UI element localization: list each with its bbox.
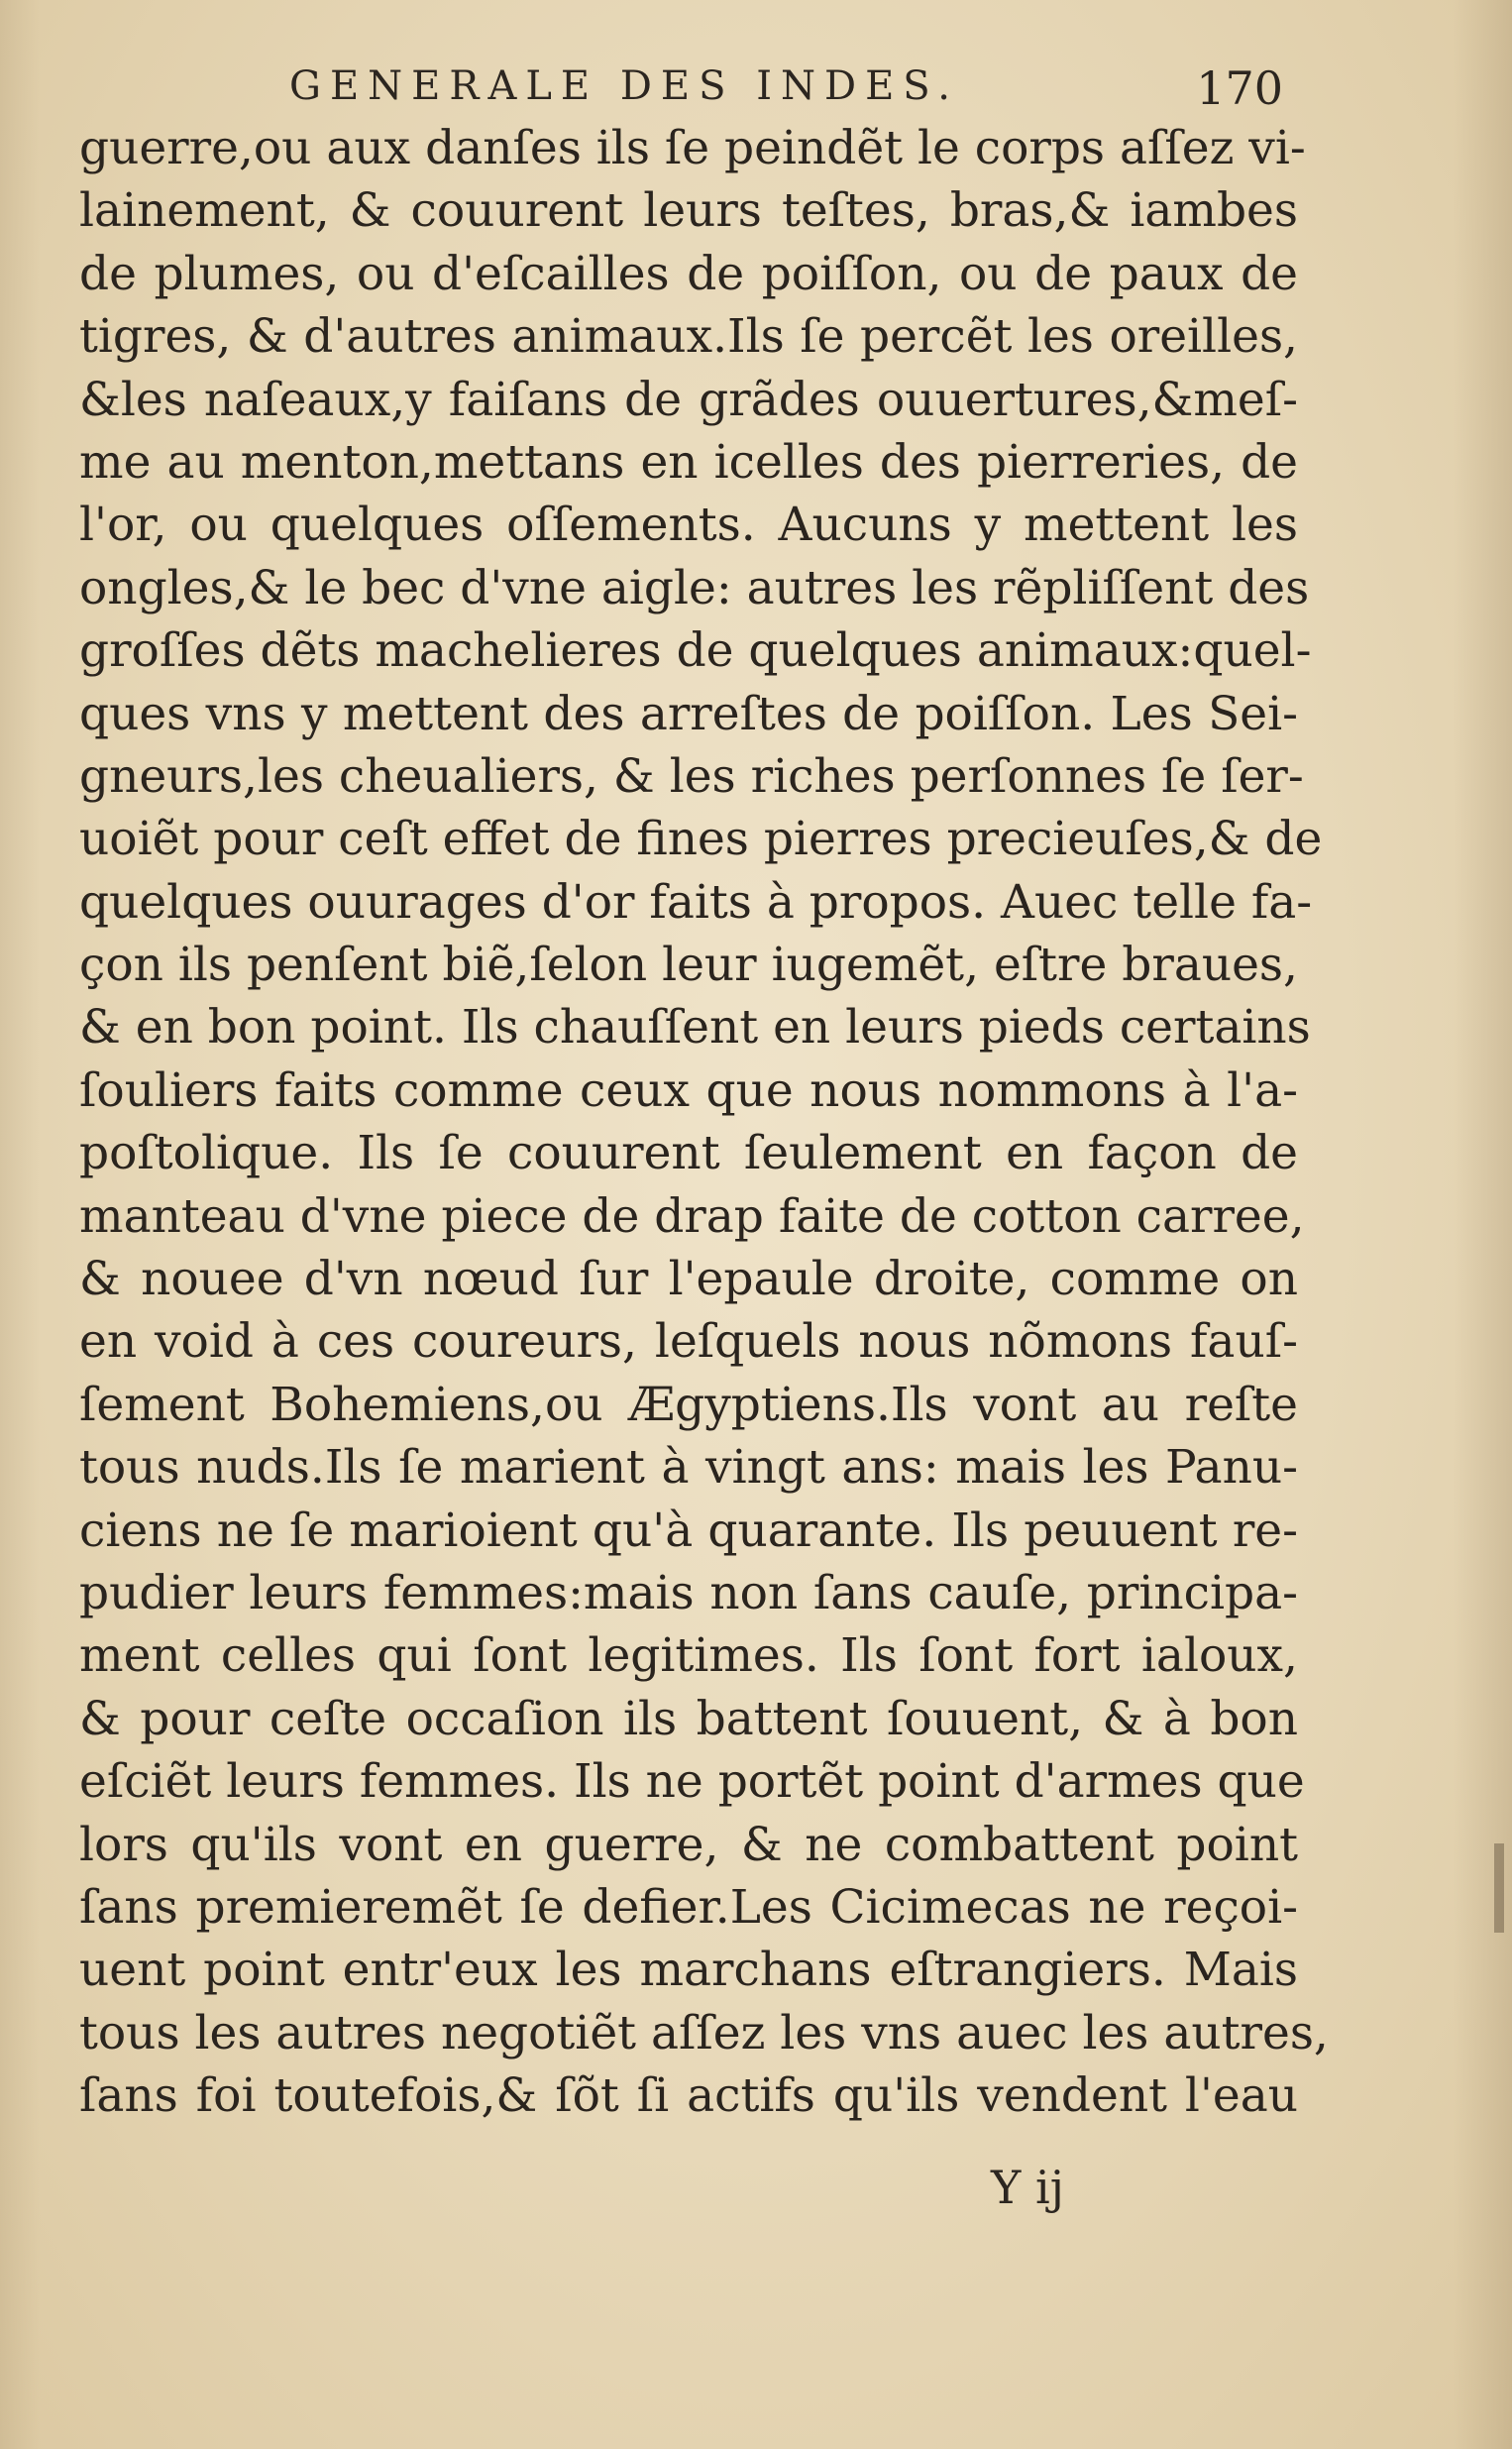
text-line: l'or, ou quelques oſſements. Aucuns y mettent les: [79, 498, 1298, 553]
text-line: de plumes, ou d'eſcailles de poiſſon, ou de paux de: [79, 246, 1298, 301]
text-line: tous les autres negotiẽt aſſez les vns auec les autres,: [79, 2005, 1329, 2060]
text-line: ongles,& le bec d'vne aigle: autres les rẽpliſſent des: [79, 560, 1310, 615]
text-line: & en bon point. Ils chauſſent en leurs pieds certains: [79, 1000, 1311, 1056]
text-line: ſans foi toutefois,& ſõt ſi actifs qu'ils vendent l'eau: [79, 2068, 1298, 2124]
text-line: groſſes dẽts machelieres de quelques animaux:quel-: [79, 623, 1312, 679]
text-line: ſement Bohemiens,ou Ægyptiens.Ils vont au reſte: [79, 1377, 1298, 1432]
text-line: ques vns y mettent des arreſtes de poiſſon. Les Sei-: [79, 686, 1298, 741]
text-line: çon ils penſent biẽ,ſelon leur iugemẽt, eſtre braues,: [79, 938, 1298, 993]
signature-mark: Y ij: [991, 2161, 1064, 2214]
text-line: &les naſeaux,y faiſans de grãdes ouuertures,&meſ-: [79, 372, 1298, 427]
text-line: guerre,ou aux danſes ils ſe peindẽt le corps aſſez vi-: [79, 121, 1306, 175]
text-line: pudier leurs femmes:mais non ſans cauſe, principa-: [79, 1565, 1298, 1620]
text-line: tigres, & d'autres animaux.Ils ſe percẽt les oreilles,: [79, 309, 1298, 365]
text-line: eſciẽt leurs femmes. Ils ne portẽt point d'armes que: [79, 1754, 1305, 1810]
text-line: lainement, & couurent leurs teſtes, bras,& iambes: [79, 183, 1298, 239]
gutter-shadow: [0, 0, 40, 2449]
text-line: uoiẽt pour ceſt effet de fines pierres precieuſes,& de: [79, 812, 1323, 867]
show-through-mark: [1494, 1843, 1504, 1933]
text-line: lors qu'ils vont en guerre, & ne combattent point: [79, 1817, 1298, 1872]
text-line: quelques ouurages d'or faits à propos. Auec telle fa-: [79, 874, 1313, 930]
page-number: 170: [1196, 61, 1283, 115]
text-line: manteau d'vne piece de drap faite de cotton carree,: [79, 1188, 1305, 1244]
text-line: uent point entr'eux les marchans eſtrangiers. Mais: [79, 1943, 1298, 1998]
text-line: ment celles qui ſont legitimes. Ils ſont fort ialoux,: [79, 1628, 1298, 1684]
text-line: ciens ne ſe marioient qu'à quarante. Ils peuuent re-: [79, 1503, 1298, 1558]
text-line: poſtolique. Ils ſe couurent ſeulement en façon de: [79, 1126, 1298, 1181]
text-line: ſans premieremẽt ſe defier.Les Cicimecas ne reçoi-: [79, 1879, 1298, 1935]
text-line: & nouee d'vn nœud ſur l'epaule droite, comme on: [79, 1252, 1298, 1307]
text-line: en void à ces coureurs, leſquels nous nõmons fauſ-: [79, 1314, 1298, 1370]
running-head: GENERALE DES INDES.: [289, 63, 959, 109]
page-edge-shadow: [1453, 0, 1512, 2449]
text-line: & pour ceſte occaſion ils battent ſouuent, & à bon: [79, 1691, 1298, 1746]
text-line: ſouliers faits comme ceux que nous nommons à l'a-: [79, 1062, 1298, 1118]
body-text: [79, 117, 1329, 2128]
text-line: gneurs,les cheualiers, & les riches perſonnes ſe ſer-: [79, 748, 1304, 804]
text-line: tous nuds.Ils ſe marient à vingt ans: mais les Panu-: [79, 1440, 1298, 1496]
text-line: me au menton,mettans en icelles des pierreries, de: [79, 434, 1298, 490]
